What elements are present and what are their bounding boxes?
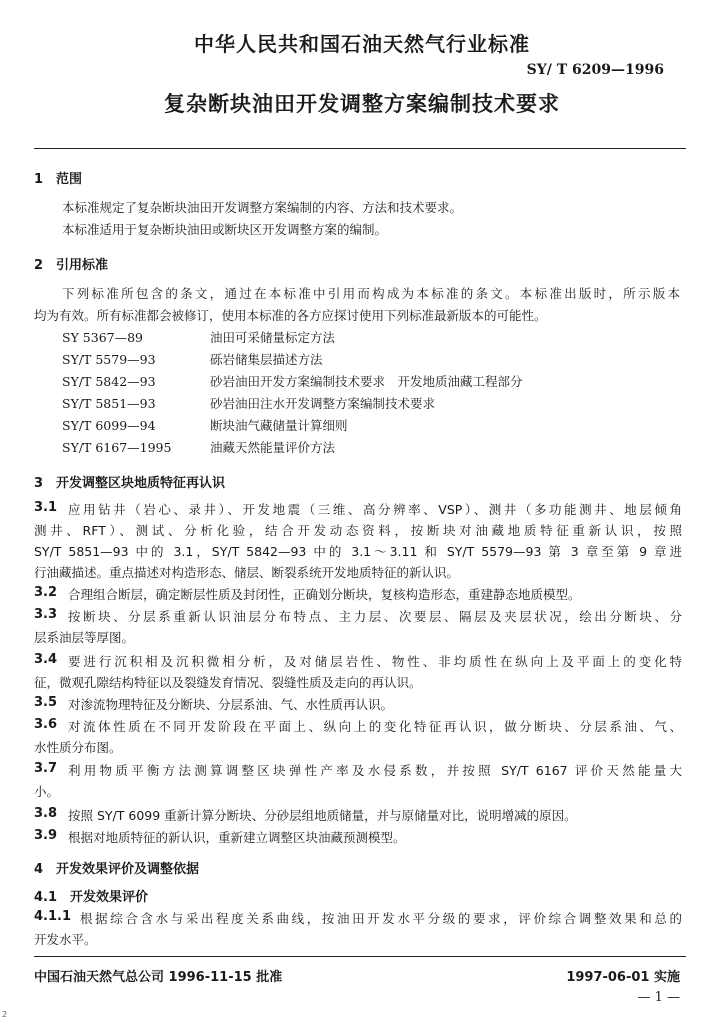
reference-code: SY/T 6099—94 bbox=[62, 418, 156, 433]
clause-line: 对流体性质在不同开发阶段在平面上、纵向上的变化特征再认识，做分断块、分层系油、气、 bbox=[68, 719, 682, 734]
clause-line: 对渗流物理特征及分断块、分层系油、气、水性质再认识。 bbox=[68, 697, 394, 712]
clause-number: 3.6 bbox=[34, 717, 58, 732]
clause-line: 要进行沉积相及沉积微相分析，及对储层岩性、物性、非均质性在纵向上及平面上的变化特 bbox=[68, 654, 682, 669]
reference-title: 砾岩储集层描述方法 bbox=[210, 352, 323, 367]
reference-item bbox=[62, 394, 435, 412]
clause-line: 开发水平。 bbox=[34, 932, 97, 947]
section-4-heading: 4 开发效果评价及调整依据 bbox=[34, 862, 200, 877]
reference-code: SY/T 5579—93 bbox=[62, 352, 156, 367]
clause-number: 3.7 bbox=[34, 761, 58, 776]
reference-title: 油藏天然能量评价方法 bbox=[210, 440, 336, 455]
clause-number: 3.5 bbox=[34, 695, 58, 710]
reference-code: SY/T 5851—93 bbox=[62, 396, 156, 411]
reference-item bbox=[62, 328, 335, 346]
clause-line: 应用钻井（岩心、录井）、开发地震（三维、高分辨率、VSP）、测井（多功能测井、地层倾角 bbox=[68, 502, 682, 517]
reference-code: SY 5367—89 bbox=[62, 330, 144, 345]
clause-number: 3.2 bbox=[34, 585, 58, 600]
section-3-heading: 3 开发调整区块地质特征再认识 bbox=[34, 476, 226, 491]
subsection-4-1-heading: 4.1 开发效果评价 bbox=[34, 890, 149, 905]
clause-number: 3.3 bbox=[34, 607, 58, 622]
reference-title: 断块油气藏储量计算细则 bbox=[210, 418, 348, 433]
reference-item bbox=[62, 350, 323, 368]
reference-item bbox=[62, 416, 348, 434]
clause-line: 小。 bbox=[34, 784, 60, 799]
page-number: — 1 — bbox=[637, 990, 680, 1005]
clause-line: 利用物质平衡方法测算调整区块弹性产率及水侵系数，并按照 SY/T 6167 评价天然能量大 bbox=[68, 763, 682, 778]
reference-item bbox=[62, 438, 335, 456]
scan-mark: 2 bbox=[2, 1010, 8, 1019]
clause-line: 合理组合断层，确定断层性质及封闭性，正确划分断块，复核构造形态，重建静态地质模型。 bbox=[68, 587, 581, 602]
clause-number: 4.1.1 bbox=[34, 909, 72, 924]
section-1-paragraph-2: 本标准适用于复杂断块油田或断块区开发调整方案的编制。 bbox=[62, 222, 388, 237]
section-2-intro-line-2: 均为有效。所有标准都会被修订，使用本标准的各方应探讨使用下列标准最新版本的可能性。 bbox=[34, 308, 547, 323]
approval-info: 中国石油天然气总公司 1996-11-15 批准 bbox=[34, 970, 283, 985]
clause-line: 征，微观孔隙结构特征以及裂缝发育情况、裂缝性质及走向的再认识。 bbox=[34, 675, 422, 690]
clause-number: 3.4 bbox=[34, 652, 58, 667]
reference-title: 砂岩油田开发方案编制技术要求 开发地质油藏工程部分 bbox=[210, 374, 523, 389]
footer-divider bbox=[34, 956, 686, 957]
section-1-heading: 1 范围 bbox=[34, 172, 83, 187]
clause-line: 根据对地质特征的新认识，重新建立调整区块油藏预测模型。 bbox=[68, 830, 406, 845]
reference-code: SY/T 6167—1995 bbox=[62, 440, 172, 455]
header-divider bbox=[34, 148, 686, 149]
org-title: 中华人民共和国石油天然气行业标准 bbox=[194, 32, 530, 56]
clause-line: 根据综合含水与采出程度关系曲线，按油田开发水平分级的要求，评价综合调整效果和总的 bbox=[80, 911, 682, 926]
section-2-heading: 2 引用标准 bbox=[34, 258, 109, 273]
effective-date: 1997-06-01 实施 bbox=[566, 970, 680, 985]
reference-code: SY/T 5842—93 bbox=[62, 374, 156, 389]
clause-line: 按断块、分层系重新认识油层分布特点、主力层、次要层、隔层及夹层状况，绘出分断块、分 bbox=[68, 609, 682, 624]
section-2-intro-line-1: 下列标准所包含的条文，通过在本标准中引用而构成为本标准的条文。本标准出版时，所示版本 bbox=[62, 286, 680, 301]
clause-line: 行油藏描述。重点描述对构造形态、储层、断裂系统开发地质特征的新认识。 bbox=[34, 565, 460, 580]
reference-title: 砂岩油田注水开发调整方案编制技术要求 bbox=[210, 396, 436, 411]
clause-number: 3.8 bbox=[34, 806, 58, 821]
clause-line: 测井、RFT）、测试、分析化验，结合开发动态资料，按断块对油藏地质特征重新认识，按照 bbox=[34, 523, 682, 538]
section-1-paragraph-1: 本标准规定了复杂断块油田开发调整方案编制的内容、方法和技术要求。 bbox=[62, 200, 463, 215]
reference-item bbox=[62, 372, 523, 390]
document-title: 复杂断块油田开发调整方案编制技术要求 bbox=[164, 92, 560, 116]
clause-number: 3.1 bbox=[34, 500, 58, 515]
clause-line: 按照 SY/T 6099 重新计算分断块、分砂层组地质储量，并与原储量对比，说明增减的原因。 bbox=[68, 808, 577, 823]
reference-title: 油田可采储量标定方法 bbox=[210, 330, 336, 345]
clause-line: SY/T 5851—93 中的 3.1，SY/T 5842—93 中的 3.1～3.11 和 SY/T 5579—93 第 3 章至第 9 章进 bbox=[34, 544, 682, 559]
standard-number: SY/ T 6209—1996 bbox=[526, 62, 664, 78]
clause-line: 水性质分布图。 bbox=[34, 740, 122, 755]
clause-line: 层系油层等厚图。 bbox=[34, 630, 135, 645]
clause-number: 3.9 bbox=[34, 828, 58, 843]
